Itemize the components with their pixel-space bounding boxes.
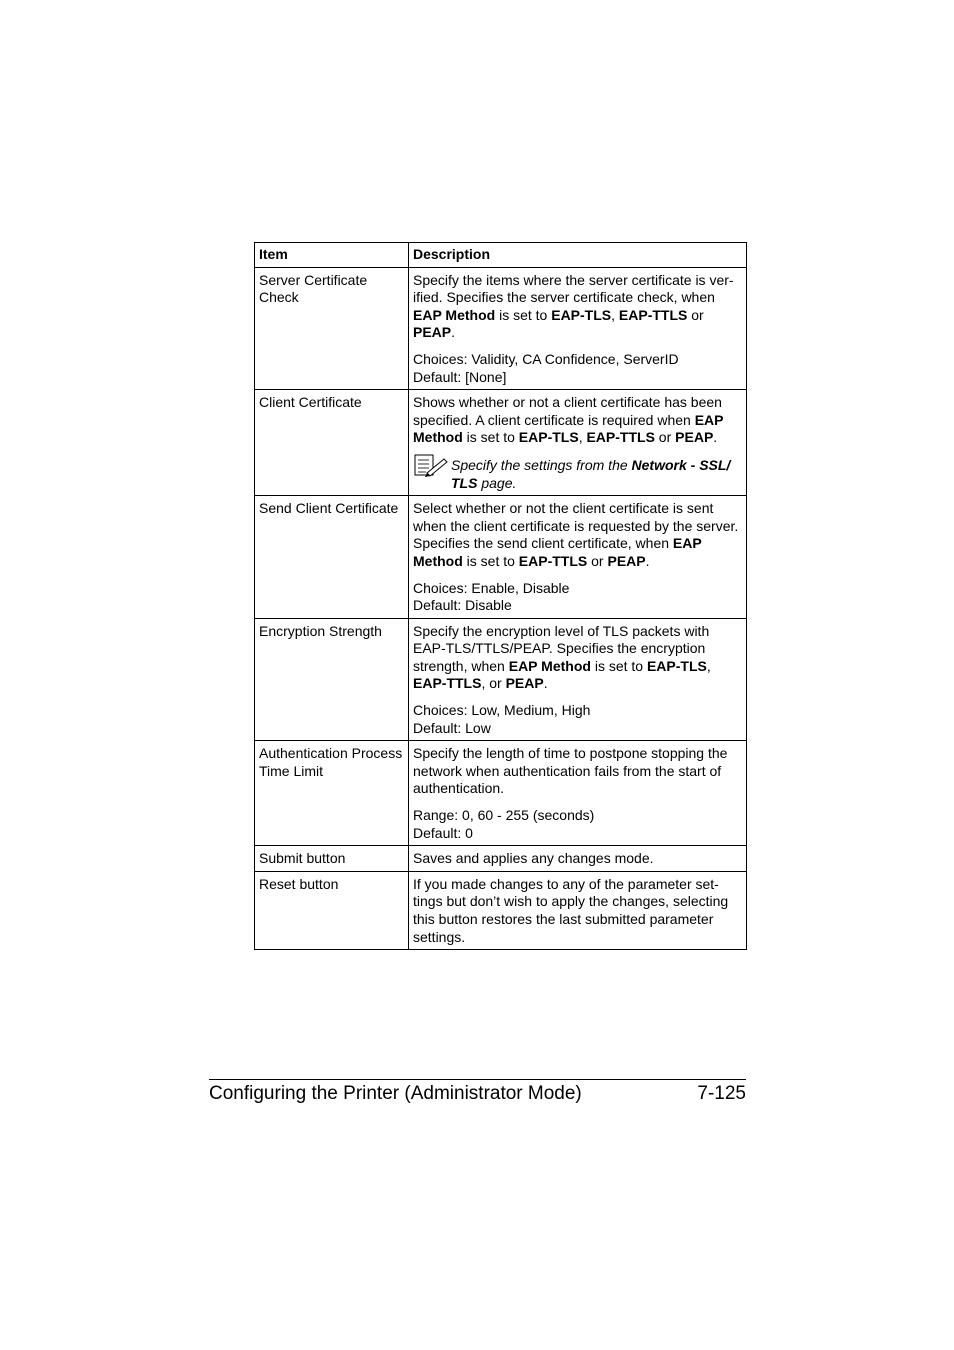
default-text: Default: Disable xyxy=(413,597,512,614)
term-bold: EAP Method xyxy=(413,411,724,446)
header-description: Description xyxy=(409,243,747,268)
values-block xyxy=(413,580,742,615)
text-run: , or xyxy=(481,675,506,692)
term-bold: EAP-TLS xyxy=(646,657,707,674)
text-run: Shows whether or not a client certificate has been specified. A client certificate is required when xyxy=(413,394,722,428)
text-run: is set to xyxy=(462,552,519,569)
item-cell: Authentication Process Time Limit xyxy=(255,741,409,846)
text-run: or xyxy=(687,306,704,323)
table-row xyxy=(255,871,747,949)
page-number: 7-125 xyxy=(697,1083,746,1104)
description-cell: Saves and applies any changes mode. xyxy=(409,846,747,872)
item-cell: Server Certificate Check xyxy=(255,267,409,390)
text-run: , xyxy=(611,306,619,323)
item-cell: Submit button xyxy=(255,846,409,872)
text-run: is set to xyxy=(495,306,552,323)
term-bold: EAP Method xyxy=(413,535,702,569)
term-bold: EAP-TTLS xyxy=(618,306,688,323)
description-cell xyxy=(409,618,747,741)
description-cell xyxy=(409,267,747,390)
description-cell xyxy=(409,741,747,846)
term-bold: EAP-TTLS xyxy=(413,675,482,692)
term-bold: Network - SSL/ TLS xyxy=(451,456,731,491)
term-bold: EAP-TTLS xyxy=(586,429,655,446)
item-cell: Encryption Strength xyxy=(255,618,409,741)
text-run: . xyxy=(451,324,456,341)
term-bold: EAP-TTLS xyxy=(518,552,588,569)
text-run: , xyxy=(706,657,711,674)
table-row xyxy=(255,390,747,496)
note-text xyxy=(451,457,742,492)
table-row xyxy=(255,496,747,619)
header-item: Item xyxy=(255,243,409,268)
text-run: is set to xyxy=(462,429,519,446)
values-block xyxy=(413,702,742,737)
term-bold: EAP Method xyxy=(508,657,591,674)
table-row xyxy=(255,741,747,846)
description-text xyxy=(413,394,742,447)
text-run: Select whether or not the client certificate is sent when the client certificate is requested by the server. Specifies the send client certificate, when xyxy=(413,500,739,552)
description-cell xyxy=(409,390,747,496)
footer-title: Configuring the Printer (Administrator Mode) xyxy=(209,1083,582,1104)
values-block xyxy=(413,807,742,842)
text-run: , xyxy=(578,429,587,446)
description-cell xyxy=(409,496,747,619)
description-text xyxy=(413,272,742,342)
text-run: or xyxy=(654,429,676,446)
item-cell: Reset button xyxy=(255,871,409,949)
text-run: Specify the encryption level of TLS packets with EAP-TLS/TTLS/PEAP. Specifies the encryption strength, when xyxy=(413,622,710,674)
table-row xyxy=(255,618,747,741)
description-text xyxy=(413,500,742,570)
default-text: Default: 0 xyxy=(413,824,473,841)
choices-text: Choices: Validity, CA Confidence, ServerID xyxy=(413,350,679,367)
text-run: Specify the settings from the xyxy=(451,456,632,473)
choices-text: Choices: Low, Medium, High xyxy=(413,702,591,719)
term-bold: EAP-TLS xyxy=(518,429,579,446)
text-run: Specify the items where the server certificate is ver-ified. Specifies the server certificate check, when xyxy=(413,271,734,306)
note-block xyxy=(413,457,742,492)
values-block xyxy=(413,351,742,386)
text-run: . xyxy=(713,429,718,446)
text-run: . xyxy=(645,552,650,569)
footer-divider xyxy=(209,1079,746,1080)
table-row xyxy=(255,846,747,872)
text-run: is set to xyxy=(590,657,647,674)
text-run: or xyxy=(587,552,608,569)
description-cell: If you made changes to any of the parameter set-tings but don’t wish to apply the changes, selecting this button restores the last submitted parameter settings. xyxy=(409,871,747,949)
default-text: Default: Low xyxy=(413,719,491,736)
range-text: Range: 0, 60 - 255 (seconds) xyxy=(413,807,595,824)
description-text xyxy=(413,623,742,693)
term-bold: PEAP xyxy=(505,675,544,692)
table-header-row xyxy=(255,243,747,268)
description-text: Specify the length of time to postpone stopping the network when authentication fails from the start of authentication. xyxy=(413,745,728,797)
text-run: page. xyxy=(477,474,517,491)
term-bold: EAP-TLS xyxy=(551,306,612,323)
table-row xyxy=(255,267,747,390)
term-bold: PEAP xyxy=(675,429,714,446)
note-pencil-icon xyxy=(413,453,451,481)
term-bold: PEAP xyxy=(413,324,452,341)
item-cell: Send Client Certificate xyxy=(255,496,409,619)
text-run: . xyxy=(543,675,548,692)
settings-table xyxy=(254,242,747,950)
default-text: Default: [None] xyxy=(413,368,507,385)
item-cell: Client Certificate xyxy=(255,390,409,496)
term-bold: EAP Method xyxy=(413,306,496,323)
choices-text: Choices: Enable, Disable xyxy=(413,579,570,596)
term-bold: PEAP xyxy=(607,552,646,569)
